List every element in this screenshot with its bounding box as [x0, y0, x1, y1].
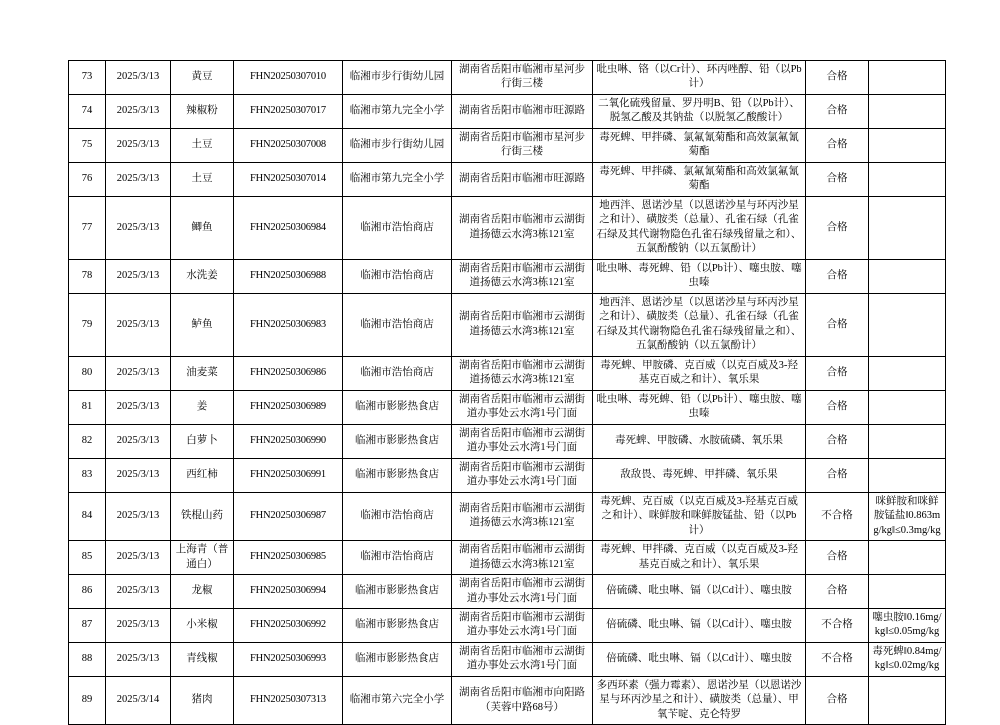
cell-sample-name: 西红柿 — [171, 458, 234, 492]
cell-index: 78 — [69, 259, 106, 293]
cell-date: 2025/3/13 — [106, 94, 171, 128]
table-row — [69, 642, 946, 676]
cell-date: 2025/3/13 — [106, 356, 171, 390]
cell-sample-code: FHN20250306991 — [234, 458, 343, 492]
cell-index: 84 — [69, 492, 106, 540]
cell-sample-code: FHN20250306993 — [234, 642, 343, 676]
cell-date: 2025/3/13 — [106, 390, 171, 424]
cell-date: 2025/3/13 — [106, 162, 171, 196]
cell-note — [869, 259, 946, 293]
cell-note — [869, 162, 946, 196]
cell-index: 83 — [69, 458, 106, 492]
cell-result: 不合格 — [806, 642, 869, 676]
cell-test-items: 多西环素（强力霉素）、恩诺沙星（以恩诺沙星与环丙沙星之和计）、磺胺类（总量）、甲氧苄啶、克仑特罗 — [593, 676, 806, 724]
cell-address: 湖南省岳阳市临湘市云湖街道扬德云水湾3栋121室 — [452, 196, 593, 259]
cell-address: 湖南省岳阳市临湘市旺源路 — [452, 94, 593, 128]
cell-index: 89 — [69, 676, 106, 724]
cell-index: 87 — [69, 608, 106, 642]
cell-result: 合格 — [806, 541, 869, 575]
cell-organization: 临湘市浩怡商店 — [343, 196, 452, 259]
cell-index: 85 — [69, 541, 106, 575]
cell-test-items: 毒死蜱、甲拌磷、克百威（以克百威及3-羟基克百威之和计）、氧乐果 — [593, 541, 806, 575]
cell-note — [869, 293, 946, 356]
table-row — [69, 676, 946, 724]
cell-index: 75 — [69, 128, 106, 162]
cell-sample-name: 猪肉 — [171, 676, 234, 724]
cell-test-items: 敌敌畏、毒死蜱、甲拌磷、氧乐果 — [593, 458, 806, 492]
cell-result: 不合格 — [806, 492, 869, 540]
cell-test-items: 毒死蜱、甲胺磷、水胺硫磷、氧乐果 — [593, 424, 806, 458]
cell-result: 合格 — [806, 128, 869, 162]
cell-organization: 临湘市影影热食店 — [343, 458, 452, 492]
cell-date: 2025/3/13 — [106, 424, 171, 458]
cell-sample-name: 小米椒 — [171, 608, 234, 642]
cell-index: 86 — [69, 575, 106, 609]
cell-test-items: 吡虫啉、铬（以Cr计）、环丙唑醇、铅（以Pb计） — [593, 61, 806, 95]
cell-sample-name: 土豆 — [171, 128, 234, 162]
cell-test-items: 倍硫磷、吡虫啉、镉（以Cd计）、噻虫胺 — [593, 608, 806, 642]
cell-sample-code: FHN20250306986 — [234, 356, 343, 390]
cell-address: 湖南省岳阳市临湘市云湖街道办事处云水湾1号门面 — [452, 575, 593, 609]
cell-index: 79 — [69, 293, 106, 356]
cell-result: 合格 — [806, 94, 869, 128]
cell-sample-code: FHN20250306992 — [234, 608, 343, 642]
cell-note: 噻虫胺‖0.16mg/kg‖≤0.05mg/kg — [869, 608, 946, 642]
cell-index: 82 — [69, 424, 106, 458]
table-row — [69, 162, 946, 196]
table-row — [69, 128, 946, 162]
cell-index: 74 — [69, 94, 106, 128]
cell-address: 湖南省岳阳市临湘市云湖街道扬德云水湾3栋121室 — [452, 492, 593, 540]
cell-result: 合格 — [806, 390, 869, 424]
table-row — [69, 293, 946, 356]
cell-result: 合格 — [806, 458, 869, 492]
cell-organization: 临湘市浩怡商店 — [343, 259, 452, 293]
cell-address: 湖南省岳阳市临湘市星河步行街三楼 — [452, 128, 593, 162]
table-row — [69, 492, 946, 540]
cell-test-items: 吡虫啉、毒死蜱、铅（以Pb计）、噻虫胺、噻虫嗪 — [593, 259, 806, 293]
cell-date: 2025/3/13 — [106, 128, 171, 162]
cell-date: 2025/3/13 — [106, 61, 171, 95]
cell-test-items: 倍硫磷、吡虫啉、镉（以Cd计）、噻虫胺 — [593, 575, 806, 609]
cell-test-items: 倍硫磷、吡虫啉、镉（以Cd计）、噻虫胺 — [593, 642, 806, 676]
table-row — [69, 196, 946, 259]
cell-organization: 临湘市浩怡商店 — [343, 293, 452, 356]
cell-test-items: 吡虫啉、毒死蜱、铅（以Pb计）、噻虫胺、噻虫嗪 — [593, 390, 806, 424]
cell-date: 2025/3/13 — [106, 196, 171, 259]
cell-note: 毒死蜱‖0.84mg/kg‖≤0.02mg/kg — [869, 642, 946, 676]
inspection-results-table — [68, 60, 946, 725]
cell-address: 湖南省岳阳市临湘市星河步行街三楼 — [452, 61, 593, 95]
table-row — [69, 541, 946, 575]
cell-test-items: 二氧化硫残留量、罗丹明B、铅（以Pb计）、脱氢乙酸及其钠盐（以脱氢乙酸酸计） — [593, 94, 806, 128]
cell-address: 湖南省岳阳市临湘市云湖街道扬德云水湾3栋121室 — [452, 356, 593, 390]
cell-organization: 临湘市影影热食店 — [343, 575, 452, 609]
cell-index: 76 — [69, 162, 106, 196]
cell-note — [869, 575, 946, 609]
cell-date: 2025/3/13 — [106, 575, 171, 609]
cell-note — [869, 676, 946, 724]
cell-note — [869, 424, 946, 458]
table-row — [69, 424, 946, 458]
cell-note — [869, 61, 946, 95]
cell-note — [869, 94, 946, 128]
cell-date: 2025/3/13 — [106, 642, 171, 676]
cell-organization: 临湘市第九完全小学 — [343, 94, 452, 128]
cell-address: 湖南省岳阳市临湘市云湖街道办事处云水湾1号门面 — [452, 642, 593, 676]
cell-test-items: 毒死蜱、甲胺磷、克百威（以克百威及3-羟基克百威之和计）、氧乐果 — [593, 356, 806, 390]
cell-organization: 临湘市步行街幼儿园 — [343, 128, 452, 162]
inspection-table-wrapper — [68, 60, 942, 725]
cell-date: 2025/3/13 — [106, 259, 171, 293]
cell-organization: 临湘市影影热食店 — [343, 390, 452, 424]
cell-address: 湖南省岳阳市临湘市云湖街道办事处云水湾1号门面 — [452, 424, 593, 458]
cell-sample-name: 龙椒 — [171, 575, 234, 609]
cell-organization: 临湘市步行街幼儿园 — [343, 61, 452, 95]
cell-sample-name: 黄豆 — [171, 61, 234, 95]
cell-index: 80 — [69, 356, 106, 390]
cell-sample-code: FHN20250306985 — [234, 541, 343, 575]
cell-note — [869, 458, 946, 492]
cell-sample-code: FHN20250307014 — [234, 162, 343, 196]
cell-result: 合格 — [806, 575, 869, 609]
cell-address: 湖南省岳阳市临湘市旺源路 — [452, 162, 593, 196]
cell-sample-code: FHN20250306990 — [234, 424, 343, 458]
cell-address: 湖南省岳阳市临湘市云湖街道扬德云水湾3栋121室 — [452, 293, 593, 356]
cell-sample-name: 油麦菜 — [171, 356, 234, 390]
cell-organization: 临湘市第九完全小学 — [343, 162, 452, 196]
cell-sample-name: 白萝卜 — [171, 424, 234, 458]
cell-result: 合格 — [806, 293, 869, 356]
cell-sample-name: 水洗姜 — [171, 259, 234, 293]
cell-organization: 临湘市浩怡商店 — [343, 492, 452, 540]
cell-sample-code: FHN20250306989 — [234, 390, 343, 424]
table-row — [69, 458, 946, 492]
cell-test-items: 毒死蜱、克百威（以克百威及3-羟基克百威之和计）、咪鲜胺和咪鲜胺锰盐、铅（以Pb计） — [593, 492, 806, 540]
cell-note — [869, 128, 946, 162]
cell-sample-code: FHN20250306988 — [234, 259, 343, 293]
cell-result: 合格 — [806, 162, 869, 196]
cell-address: 湖南省岳阳市临湘市向阳路（芙蓉中路68号） — [452, 676, 593, 724]
cell-index: 81 — [69, 390, 106, 424]
cell-date: 2025/3/13 — [106, 541, 171, 575]
cell-organization: 临湘市影影热食店 — [343, 642, 452, 676]
cell-sample-name: 辣椒粉 — [171, 94, 234, 128]
cell-sample-code: FHN20250306994 — [234, 575, 343, 609]
table-row — [69, 94, 946, 128]
cell-date: 2025/3/13 — [106, 608, 171, 642]
table-body — [69, 61, 946, 725]
cell-organization: 临湘市浩怡商店 — [343, 541, 452, 575]
cell-sample-name: 鲫鱼 — [171, 196, 234, 259]
cell-sample-code: FHN20250307008 — [234, 128, 343, 162]
table-row — [69, 356, 946, 390]
cell-test-items: 地西泮、恩诺沙星（以恩诺沙星与环丙沙星之和计）、磺胺类（总量）、孔雀石绿（孔雀石绿及其代谢物隐色孔雀石绿残留量之和）、五氯酚酸钠（以五氯酚计） — [593, 196, 806, 259]
cell-sample-name: 土豆 — [171, 162, 234, 196]
cell-result: 合格 — [806, 196, 869, 259]
cell-address: 湖南省岳阳市临湘市云湖街道扬德云水湾3栋121室 — [452, 541, 593, 575]
cell-address: 湖南省岳阳市临湘市云湖街道办事处云水湾1号门面 — [452, 608, 593, 642]
cell-organization: 临湘市浩怡商店 — [343, 356, 452, 390]
cell-test-items: 毒死蜱、甲拌磷、氯氟氰菊酯和高效氯氟氰菊酯 — [593, 128, 806, 162]
cell-note — [869, 541, 946, 575]
cell-sample-code: FHN20250307313 — [234, 676, 343, 724]
cell-sample-code: FHN20250306987 — [234, 492, 343, 540]
cell-sample-name: 铁棍山药 — [171, 492, 234, 540]
cell-date: 2025/3/13 — [106, 293, 171, 356]
cell-index: 77 — [69, 196, 106, 259]
cell-result: 合格 — [806, 356, 869, 390]
table-row — [69, 61, 946, 95]
cell-sample-name: 姜 — [171, 390, 234, 424]
table-row — [69, 390, 946, 424]
cell-sample-code: FHN20250307010 — [234, 61, 343, 95]
cell-sample-name: 鲈鱼 — [171, 293, 234, 356]
table-row — [69, 575, 946, 609]
cell-index: 88 — [69, 642, 106, 676]
cell-sample-code: FHN20250306984 — [234, 196, 343, 259]
cell-organization: 临湘市影影热食店 — [343, 608, 452, 642]
cell-address: 湖南省岳阳市临湘市云湖街道办事处云水湾1号门面 — [452, 458, 593, 492]
cell-organization: 临湘市影影热食店 — [343, 424, 452, 458]
cell-sample-name: 上海青（普通白） — [171, 541, 234, 575]
cell-address: 湖南省岳阳市临湘市云湖街道扬德云水湾3栋121室 — [452, 259, 593, 293]
cell-test-items: 毒死蜱、甲拌磷、氯氟氰菊酯和高效氯氟氰菊酯 — [593, 162, 806, 196]
cell-result: 合格 — [806, 424, 869, 458]
cell-date: 2025/3/13 — [106, 458, 171, 492]
table-row — [69, 608, 946, 642]
cell-organization: 临湘市第六完全小学 — [343, 676, 452, 724]
cell-result: 合格 — [806, 259, 869, 293]
cell-sample-name: 青线椒 — [171, 642, 234, 676]
cell-note — [869, 196, 946, 259]
table-row — [69, 259, 946, 293]
cell-result: 合格 — [806, 61, 869, 95]
cell-address: 湖南省岳阳市临湘市云湖街道办事处云水湾1号门面 — [452, 390, 593, 424]
cell-note — [869, 390, 946, 424]
cell-date: 2025/3/14 — [106, 676, 171, 724]
cell-note — [869, 356, 946, 390]
cell-result: 合格 — [806, 676, 869, 724]
cell-sample-code: FHN20250307017 — [234, 94, 343, 128]
cell-note: 咪鲜胺和咪鲜胺锰盐‖0.863mg/kg‖≤0.3mg/kg — [869, 492, 946, 540]
cell-date: 2025/3/13 — [106, 492, 171, 540]
cell-test-items: 地西泮、恩诺沙星（以恩诺沙星与环丙沙星之和计）、磺胺类（总量）、孔雀石绿（孔雀石绿及其代谢物隐色孔雀石绿残留量之和）、五氯酚酸钠（以五氯酚计） — [593, 293, 806, 356]
cell-sample-code: FHN20250306983 — [234, 293, 343, 356]
cell-index: 73 — [69, 61, 106, 95]
cell-result: 不合格 — [806, 608, 869, 642]
